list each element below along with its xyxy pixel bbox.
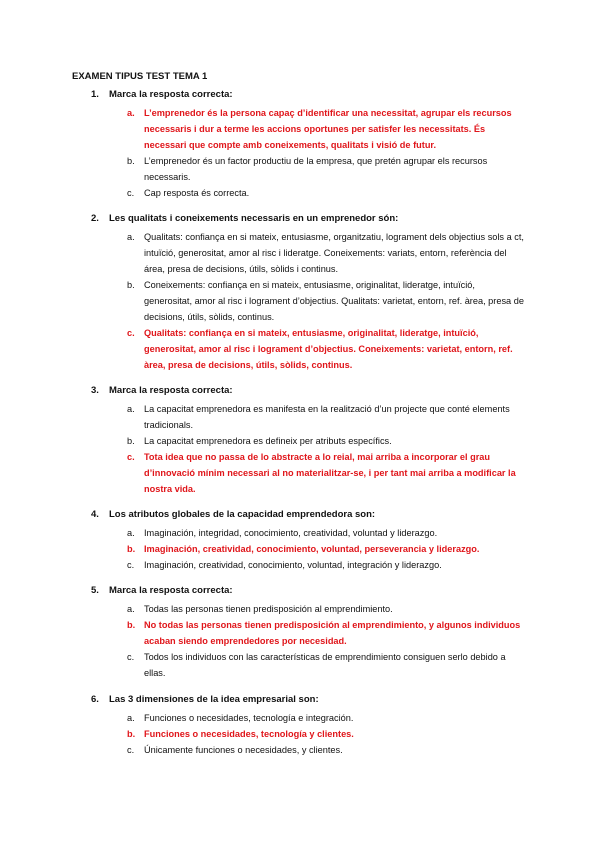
question-number: 3.	[91, 385, 99, 396]
option-letter: c.	[127, 328, 135, 338]
question-6	[0, 694, 600, 758]
answer-option	[0, 710, 600, 726]
document-title: EXAMEN TIPUS TEST TEMA 1	[72, 71, 208, 82]
option-letter: c.	[127, 745, 135, 755]
option-letter: a.	[127, 713, 135, 723]
option-letter: b.	[127, 620, 136, 630]
answer-option	[0, 229, 600, 277]
option-text: L’emprenedor és un factor productiu de la empresa, que pretén agrupar els recursos necessaris.	[144, 156, 488, 182]
question-text: Marca la resposta correcta:	[109, 385, 233, 396]
option-text: Únicamente funciones o necesidades, y clientes.	[144, 745, 343, 755]
option-text: Coneixements: confiança en si mateix, entusiasme, originalitat, lideratge, intuïció, generositat, amor al risc i lograment d’objectius. Qualitats: varietat, entorn, ref. àrea, presa de decisions, útils, sòlids, continus.	[144, 280, 524, 322]
question-text: Les qualitats i coneixements necessaris en un emprenedor són:	[109, 213, 399, 224]
answer-option	[0, 649, 600, 681]
question-number: 2.	[91, 213, 99, 224]
question-text: Marca la resposta correcta:	[109, 89, 233, 100]
option-letter: a.	[127, 528, 135, 538]
option-text: No todas las personas tienen predisposición al emprendimiento, y algunos individuos acaban siendo emprendedores por necesidad.	[144, 620, 521, 646]
option-text: Funciones o necesidades, tecnología e integración.	[144, 713, 354, 723]
option-letter: c.	[127, 188, 135, 198]
answer-option	[0, 525, 600, 541]
question-2	[0, 213, 600, 373]
answer-option	[0, 617, 600, 649]
question-number: 5.	[91, 585, 99, 596]
option-letter: b.	[127, 156, 135, 166]
option-letter: c.	[127, 452, 135, 462]
question-header	[0, 385, 600, 401]
option-text: Funciones o necesidades, tecnología y clientes.	[144, 729, 354, 739]
option-letter: b.	[127, 280, 135, 290]
option-text: Tota idea que no passa de lo abstracte a lo reial, mai arriba a incorporar el grau d’innovació mínim necessari al no materialitzar-se, i per tant mai arriba a modificar la nostra vida.	[144, 452, 516, 494]
option-letter: b.	[127, 436, 135, 446]
option-letter: a.	[127, 604, 135, 614]
option-text: La capacitat emprenedora es defineix per atributs específics.	[144, 436, 392, 446]
answer-option	[0, 557, 600, 573]
option-text: Todas las personas tienen predisposición al emprendimiento.	[144, 604, 393, 614]
option-letter: b.	[127, 544, 136, 554]
answer-option	[0, 433, 600, 449]
answer-option	[0, 277, 600, 325]
question-header	[0, 213, 600, 229]
question-header	[0, 694, 600, 710]
question-number: 6.	[91, 694, 99, 705]
option-letter: b.	[127, 729, 136, 739]
answer-option	[0, 742, 600, 758]
option-text: Imaginación, integridad, conocimiento, creatividad, voluntad y liderazgo.	[144, 528, 438, 538]
question-header	[0, 509, 600, 525]
answer-option	[0, 401, 600, 433]
question-text: Marca la resposta correcta:	[109, 585, 233, 596]
question-5	[0, 585, 600, 681]
question-3	[0, 385, 600, 497]
question-1	[0, 89, 600, 201]
question-header	[0, 585, 600, 601]
option-text: L’emprenedor és la persona capaç d’identificar una necessitat, agrupar els recursos necessaris i dur a terme les accions oportunes per satisfer les necessitats. És necessari que compte amb coneixements, qualitats i visió de futur.	[144, 108, 512, 150]
option-text: Imaginación, creatividad, conocimiento, voluntad, integración y liderazgo.	[144, 560, 442, 570]
option-letter: a.	[127, 232, 135, 242]
question-number: 1.	[91, 89, 99, 100]
option-letter: c.	[127, 652, 135, 662]
option-text: Qualitats: confiança en si mateix, entusiasme, originalitat, lideratge, intuïció, generositat, amor al risc i lograment d’objectius. Coneixements: varietat, entorn, ref. àrea, presa de decisions, útils, sòlids, continus.	[144, 328, 513, 370]
answer-option	[0, 325, 600, 373]
answer-option	[0, 153, 600, 185]
option-letter: a.	[127, 404, 135, 414]
option-text: Todos los individuos con las características de emprendimiento consiguen serlo debido a ellas.	[144, 652, 506, 678]
option-text: Qualitats: confiança en si mateix, entusiasme, organitzatiu, lograment dels objectius sols a ct, intuïció, generositat, amor al risc i lideratge. Coneixements: variats, entorn, referència del área, presa de decisions, útils, sòlids i continus.	[144, 232, 524, 274]
question-number: 4.	[91, 509, 99, 520]
option-letter: c.	[127, 560, 135, 570]
question-header	[0, 89, 600, 105]
question-text: Las 3 dimensiones de la idea empresarial son:	[109, 694, 319, 705]
question-text: Los atributos globales de la capacidad emprendedora son:	[109, 509, 376, 520]
answer-option	[0, 601, 600, 617]
answer-option	[0, 185, 600, 201]
option-letter: a.	[127, 108, 135, 118]
question-4	[0, 509, 600, 573]
answer-option	[0, 449, 600, 497]
option-text: La capacitat emprenedora es manifesta en la realització d’un projecte que conté elements tradicionals.	[144, 404, 510, 430]
answer-option	[0, 726, 600, 742]
option-text: Imaginación, creatividad, conocimiento, voluntad, perseverancia y liderazgo.	[144, 544, 480, 554]
answer-option	[0, 105, 600, 153]
answer-option	[0, 541, 600, 557]
option-text: Cap resposta és correcta.	[144, 188, 250, 198]
